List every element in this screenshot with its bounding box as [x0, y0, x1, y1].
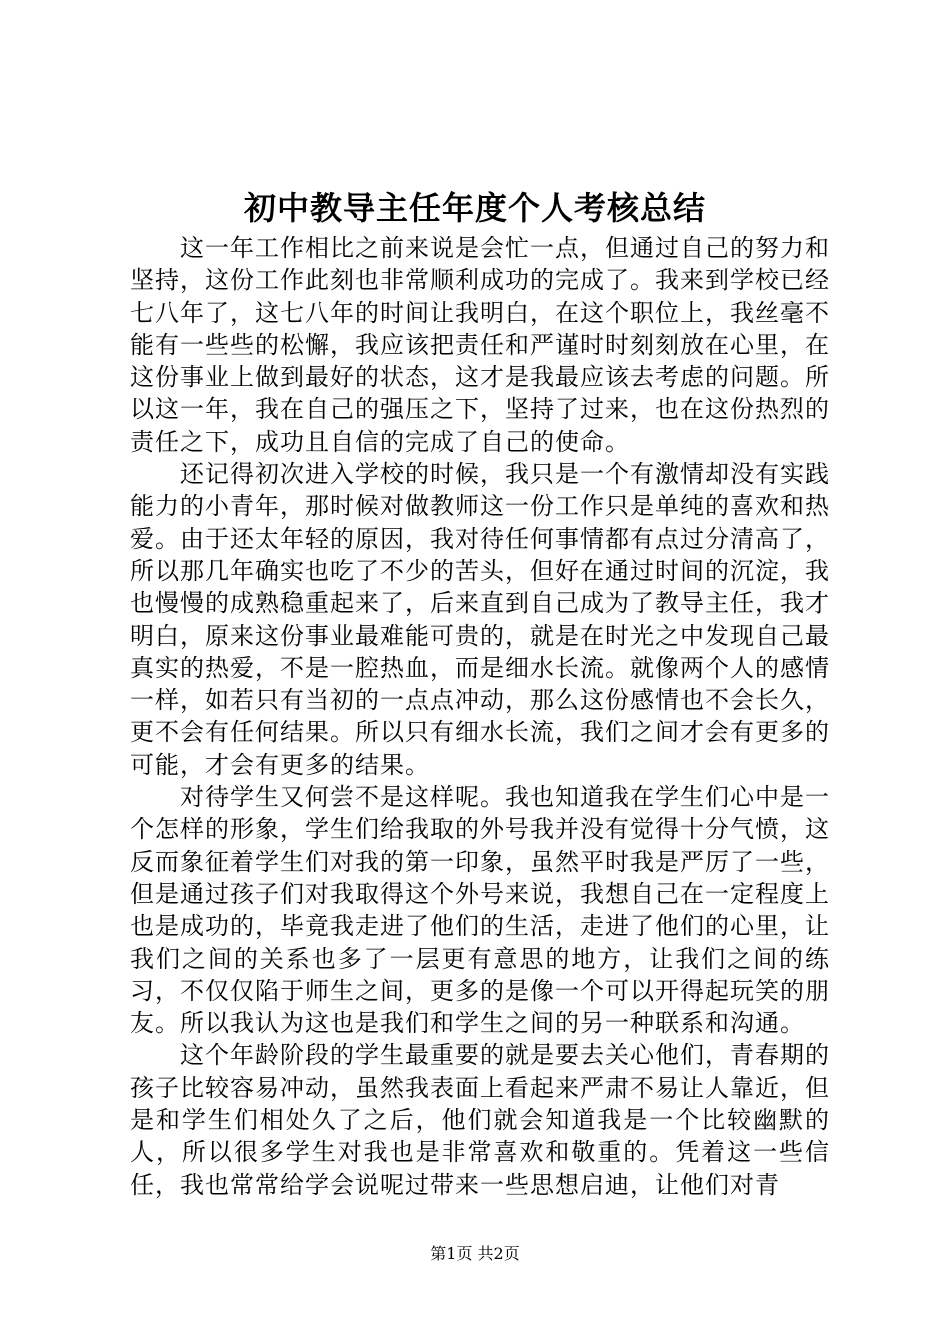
page-footer: 第1页 共2页 [430, 1244, 520, 1263]
paragraph-4: 这个年龄阶段的学生最重要的就是要去关心他们，青春期的孩子比较容易冲动，虽然我表面上看起来严肃不易让人靠近，但是和学生们相处久了之后，他们就会知道我是一个比较幽默的人，所以很多学生对我也是非常喜欢和敬重的。凭着这一些信任，我也常常给学会说呢过带来一些思想启迪，让他们对青 [130, 1041, 830, 1199]
document-body [130, 232, 830, 1201]
paragraph-1: 这一年工作相比之前来说是会忙一点，但通过自己的努力和坚持，这份工作此刻也非常顺利成功的完成了。我来到学校已经七八年了，这七八年的时间让我明白，在这个职位上，我丝毫不能有一些些的松懈，我应该把责任和严谨时时刻刻放在心里，在这份事业上做到最好的状态，这才是我最应该去考虑的问题。所以这一年，我在自己的强压之下，坚持了过来，也在这份热烈的责任之下，成功且自信的完成了自己的使命。 [130, 234, 830, 456]
document-title: 初中教导主任年度个人考核总结 [243, 189, 706, 227]
paragraph-2: 还记得初次进入学校的时候，我只是一个有激情却没有实践能力的小青年，那时候对做教师这一份工作只是单纯的喜欢和热爱。由于还太年轻的原因，我对待任何事情都有点过分清高了，所以那几年确实也吃了不少的苦头，但好在通过时间的沉淀，我也慢慢的成熟稳重起来了，后来直到自己成为了教导主任，我才明白，原来这份事业最难能可贵的，就是在时光之中发现自己最真实的热爱，不是一腔热血，而是细水长流。就像两个人的感情一样，如若只有当初的一点点冲动，那么这份感情也不会长久，更不会有任何结果。所以只有细水长流，我们之间才会有更多的可能，才会有更多的结果。 [130, 460, 830, 779]
paragraph-3: 对待学生又何尝不是这样呢。我也知道我在学生们心中是一个怎样的形象，学生们给我取的外号我并没有觉得十分气愤，这反而象征着学生们对我的第一印象，虽然平时我是严厉了一些，但是通过孩子们对我取得这个外号来说，我想自己在一定程度上也是成功的，毕竟我走进了他们的生活，走进了他们的心里，让我们之间的关系也多了一层更有意思的地方，让我们之间的练习，不仅仅陷于师生之间，更多的是像一个可以开得起玩笑的朋友。所以我认为这也是我们和学生之间的另一种联系和沟通。 [130, 783, 830, 1038]
